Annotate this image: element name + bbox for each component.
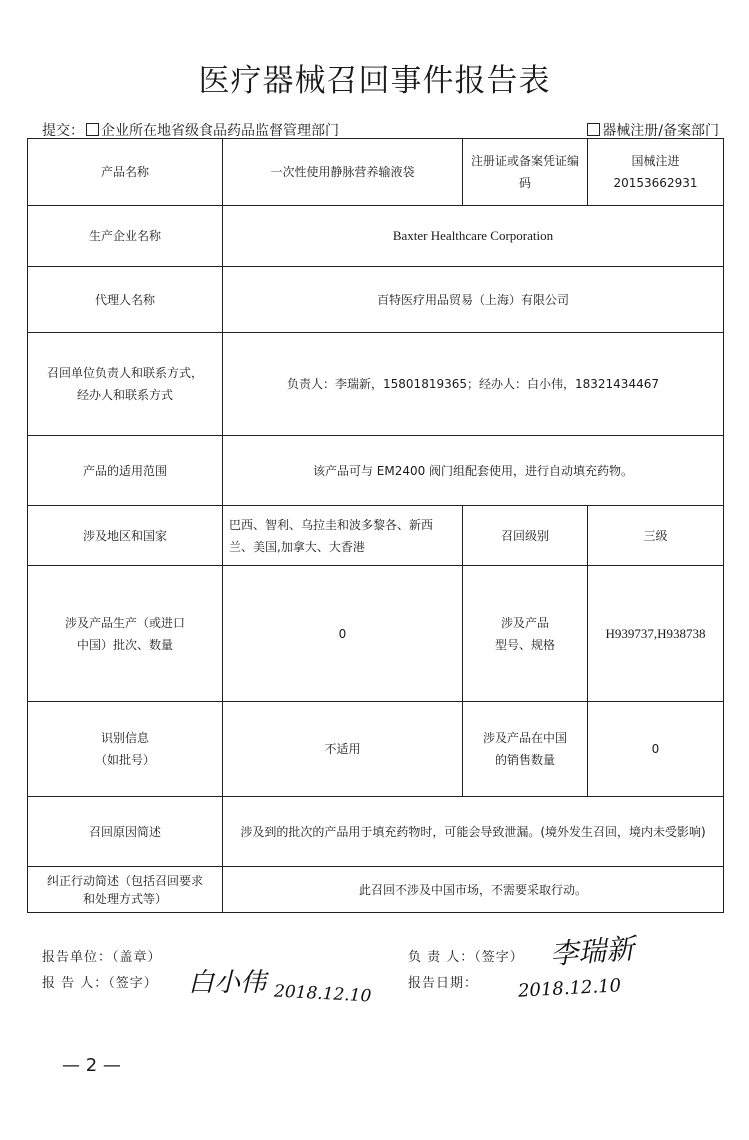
recall-report-table — [27, 138, 724, 913]
reg-no-label: 注册证或备案凭证编码 — [463, 139, 588, 206]
ident-label — [28, 702, 223, 797]
batches-label-line2: 中国）批次、数量 — [76, 637, 173, 652]
contact-label-line2: 经办人和联系方式 — [76, 388, 173, 402]
reg-no-line1: 国械注进 — [631, 154, 680, 168]
scope-label: 产品的适用范围 — [28, 436, 223, 506]
batches-label-line1: 涉及产品生产（或进口 — [64, 615, 185, 630]
scope-value: 该产品可与 EM2400 阀门组配套使用，进行自动填充药物。 — [223, 436, 724, 506]
model-label-line1: 涉及产品 — [500, 615, 549, 630]
regions-label: 涉及地区和国家 — [28, 506, 223, 566]
contact-label — [28, 333, 223, 436]
recall-level-value: 三级 — [588, 506, 724, 566]
head-label: 负 责 人：（签字） — [408, 950, 524, 965]
submit-registration-label: 器械注册/备案部门 — [602, 123, 719, 139]
reporter-signature: 白小伟 — [188, 968, 267, 998]
checkbox-registration[interactable] — [587, 123, 600, 136]
action-value: 此召回不涉及中国市场，不需要采取行动。 — [223, 867, 724, 913]
model-label — [463, 566, 588, 702]
reg-no-value — [588, 139, 724, 206]
reason-value: 涉及到的批次的产品用于填充药物时，可能会导致泄漏。(境外发生召回，境内未受影响) — [223, 797, 724, 867]
submit-province-label: 企业所在地省级食品药品监督管理部门 — [101, 123, 339, 139]
action-label-line1: 纠正行动简述（包括召回要求 — [46, 873, 203, 888]
sales-value: 0 — [588, 702, 724, 797]
reporter-signed-date: 2018.12.10 — [273, 981, 372, 1007]
ident-label-line1: 识别信息 — [100, 731, 149, 745]
batches-value: 0 — [223, 566, 463, 702]
form-title: 医疗器械召回事件报告表 — [198, 63, 551, 99]
agent-value: 百特医疗用品贸易（上海）有限公司 — [223, 267, 724, 333]
head-signature: 李瑞新 — [549, 932, 636, 971]
action-label — [28, 867, 223, 913]
report-date-label: 报告日期： — [408, 976, 479, 991]
contact-value: 负责人：李瑞新，15801819365；经办人：白小伟，18321434467 — [223, 333, 724, 436]
ident-value: 不适用 — [223, 702, 463, 797]
contact-label-line1: 召回单位负责人和联系方式， — [46, 366, 203, 380]
manufacturer-value: Baxter Healthcare Corporation — [223, 206, 724, 267]
page-number: — 2 — — [62, 1055, 121, 1076]
reporter-label: 报 告 人：（签字） — [42, 976, 158, 991]
reg-no-line2: 20153662931 — [613, 176, 698, 190]
manufacturer-label: 生产企业名称 — [28, 206, 223, 267]
product-name-value: 一次性使用静脉营养输液袋 — [223, 139, 463, 206]
submit-prefix: 提交： — [42, 123, 84, 139]
sales-label — [463, 702, 588, 797]
batches-label — [28, 566, 223, 702]
agent-label: 代理人名称 — [28, 267, 223, 333]
submit-to-registration — [585, 120, 719, 140]
sales-label-line2: 的销售数量 — [494, 753, 555, 767]
report-date-value: 2018.12.10 — [517, 975, 622, 1002]
recall-level-label: 召回级别 — [463, 506, 588, 566]
submit-to-province — [42, 120, 339, 140]
model-value: H939737,H938738 — [588, 566, 724, 702]
sales-label-line1: 涉及产品在中国 — [482, 731, 567, 745]
ident-label-line2: （如批号） — [94, 753, 155, 767]
reason-label: 召回原因简述 — [28, 797, 223, 867]
model-label-line2: 型号、规格 — [494, 637, 555, 652]
checkbox-province[interactable] — [86, 123, 99, 136]
action-label-line2: 和处理方式等） — [82, 891, 167, 906]
report-unit-label: 报告单位：（盖章） — [42, 950, 162, 965]
regions-value: 巴西、智利、乌拉圭和波多黎各、新西兰、美国,加拿大、大香港 — [223, 506, 463, 566]
product-name-label: 产品名称 — [28, 139, 223, 206]
